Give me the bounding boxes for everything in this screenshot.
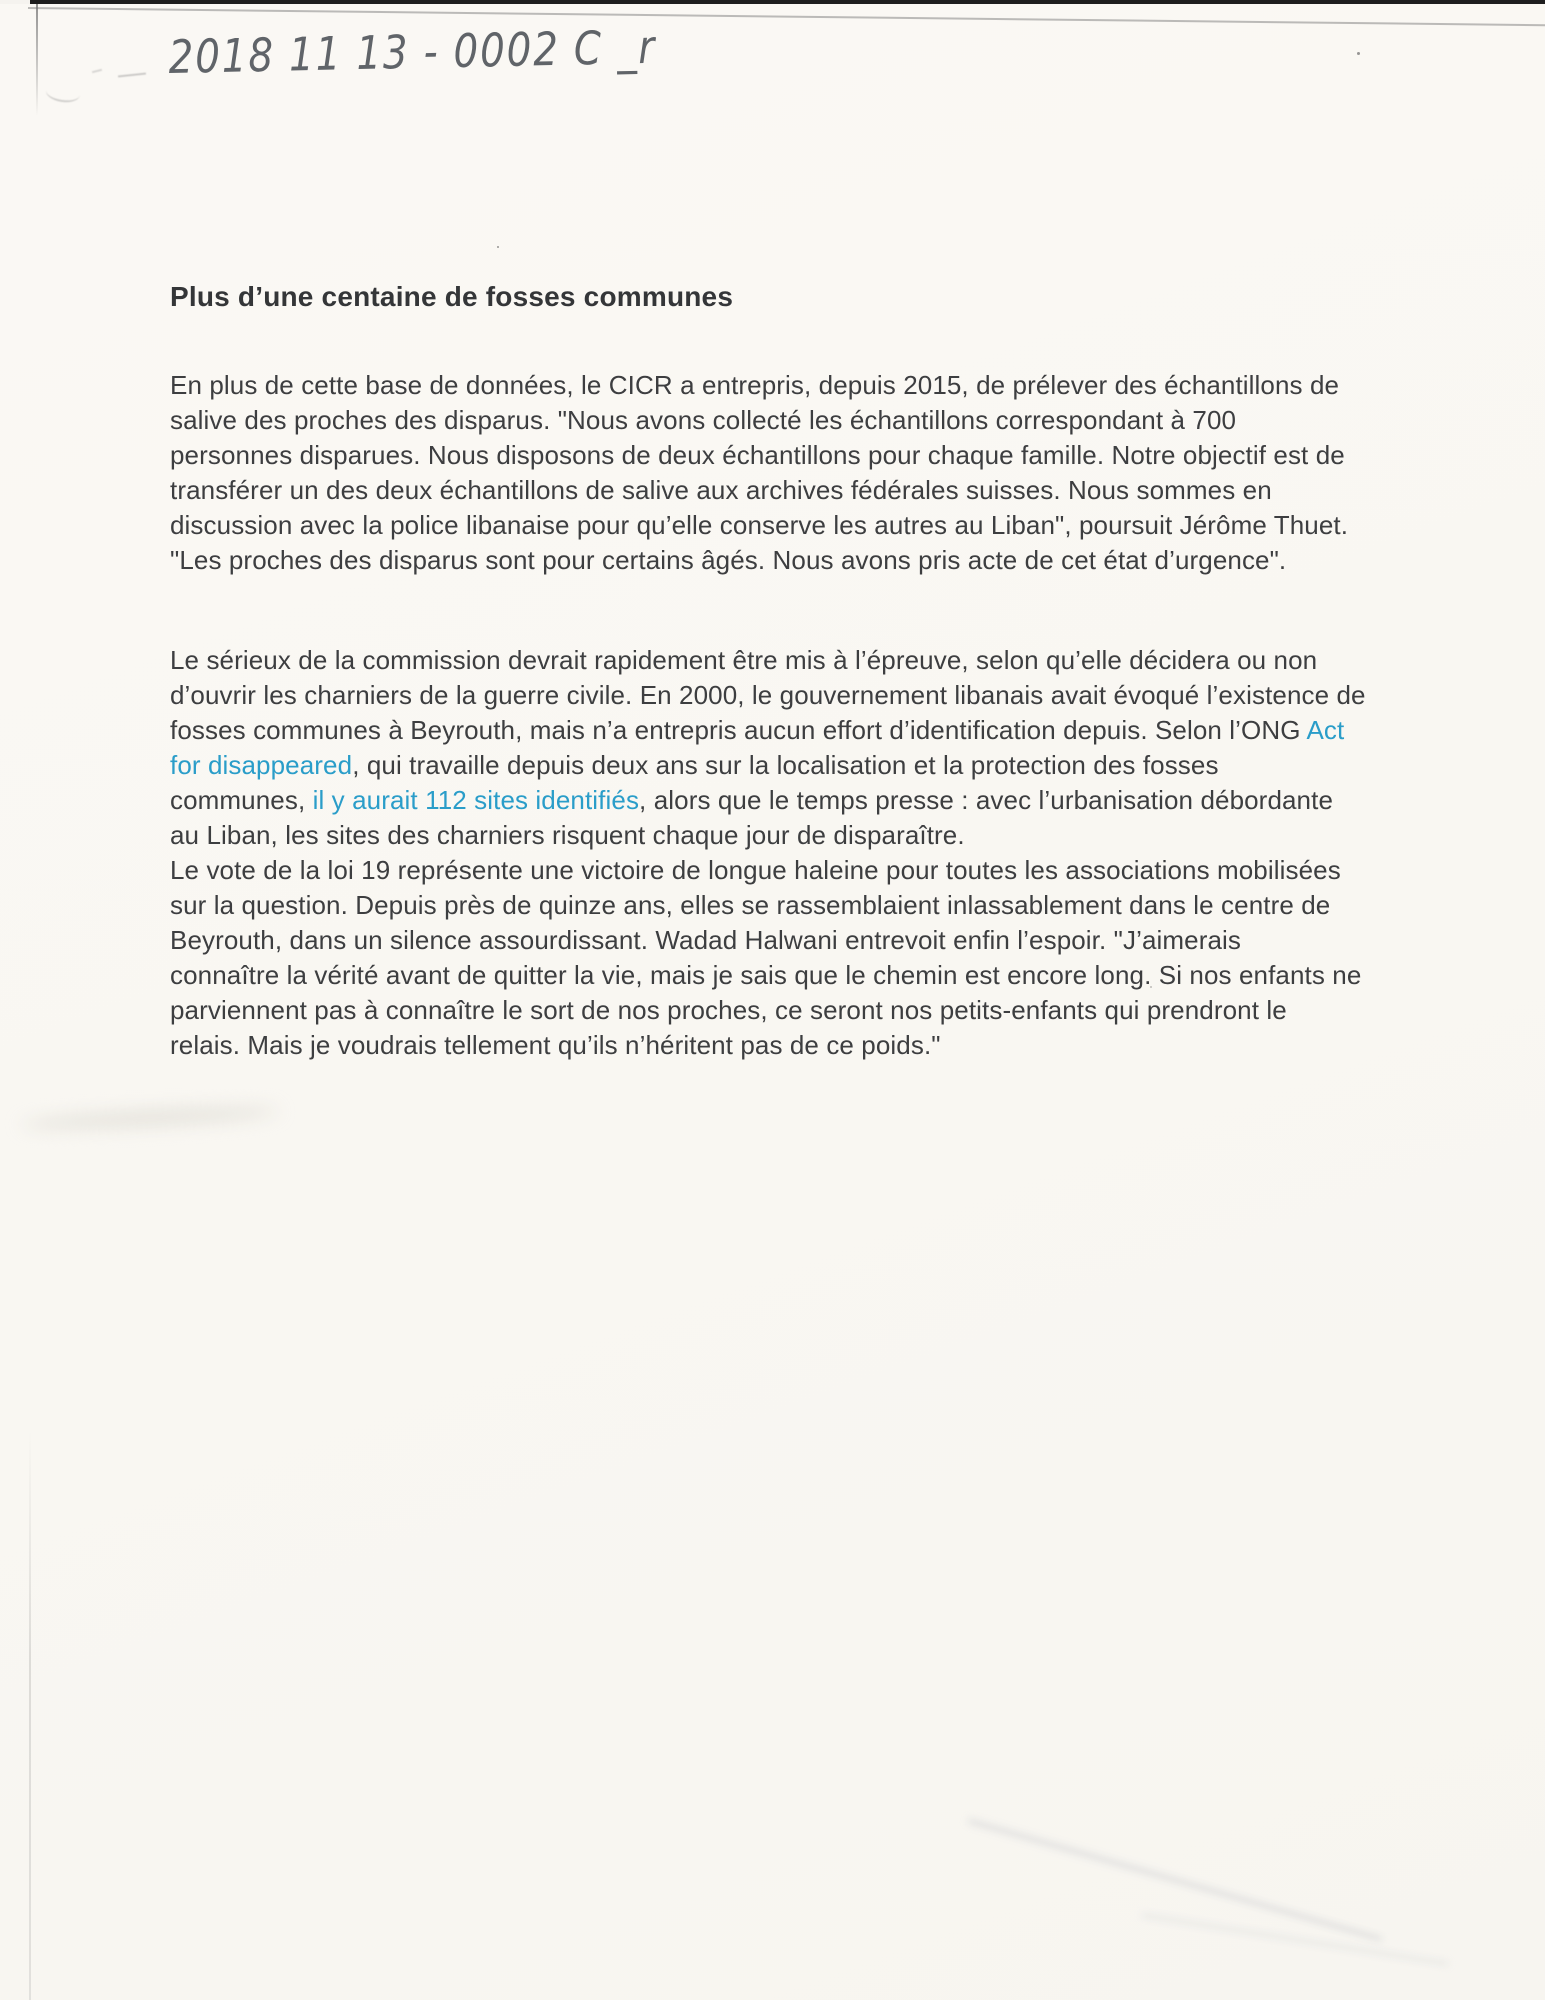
pencil-smudge	[118, 73, 146, 78]
scan-speck	[1357, 52, 1360, 55]
pencil-smudge	[92, 69, 102, 73]
text-segment: salive des proches des disparus. "Nous avons collecté les échantillons correspondant à 700	[170, 405, 1237, 435]
text-line	[170, 818, 1435, 853]
paper-edge-left-bottom	[29, 1430, 31, 2000]
text-segment: communes,	[170, 785, 313, 815]
text-segment: En plus de cette base de données, le CICR a entrepris, depuis 2015, de prélever des échantillons de	[170, 370, 1340, 400]
text-line	[170, 748, 1435, 783]
paragraph-commission	[170, 643, 1435, 1063]
text-line	[170, 923, 1435, 958]
text-line	[170, 508, 1435, 543]
text-line	[170, 1028, 1435, 1063]
paragraph-echantillons	[170, 368, 1435, 578]
link-112-sites-identifies[interactable]: il y aurait 112 sites identifiés	[312, 785, 640, 815]
text-line	[170, 473, 1435, 508]
text-segment: , qui travaille depuis deux ans sur la localisation et la protection des fosses	[352, 750, 1219, 780]
pencil-smudge	[45, 82, 81, 105]
text-segment: relais. Mais je voudrais tellement qu’ils n’héritent pas de ce poids."	[170, 1030, 941, 1060]
text-segment: parviennent pas à connaître le sort de nos proches, ce seront nos petits-enfants qui prendront le	[170, 995, 1287, 1025]
text-segment: Beyrouth, dans un silence assourdissant. Wadad Halwani entrevoit enfin l’espoir. "J’aimerais	[170, 925, 1242, 955]
scan-edge-top-corner	[0, 0, 30, 4]
text-line	[170, 783, 1435, 818]
text-segment: Le sérieux de la commission devrait rapidement être mis à l’épreuve, selon qu’elle décidera ou non	[170, 645, 1318, 675]
text-line	[170, 713, 1435, 748]
paper-crease	[1142, 1914, 1449, 1965]
text-line	[170, 403, 1435, 438]
text-line	[170, 543, 1435, 578]
text-segment: personnes disparues. Nous disposons de deux échantillons pour chaque famille. Notre objectif est de	[170, 440, 1345, 470]
text-segment: Le vote de la loi 19 représente une victoire de longue haleine pour toutes les associations mobilisées	[170, 855, 1341, 885]
text-line	[170, 643, 1435, 678]
text-segment: connaître la vérité avant de quitter la vie, mais je sais que le chemin est encore long. Si nos enfants ne	[170, 960, 1362, 990]
text-segment: d’ouvrir les charniers de la guerre civile. En 2000, le gouvernement libanais avait évoqué l’existence de	[170, 680, 1366, 710]
paper-edge-left	[36, 4, 38, 116]
scan-speck	[497, 246, 499, 248]
text-segment: , alors que le temps presse : avec l’urbanisation débordante	[639, 785, 1334, 815]
link-act-for-disappeared[interactable]: Act	[1306, 715, 1345, 745]
link-act-for-disappeared[interactable]: for disappeared	[170, 750, 353, 780]
text-line	[170, 993, 1435, 1028]
paper-crease	[20, 1103, 280, 1133]
text-segment: sur la question. Depuis près de quinze ans, elles se rassemblaient inlassablement dans le centre de	[170, 890, 1331, 920]
paper-crease	[968, 1819, 1382, 1941]
text-segment: fosses communes à Beyrouth, mais n’a entrepris aucun effort d’identification depuis. Selon l’ONG	[170, 715, 1307, 745]
text-segment: transférer un des deux échantillons de salive aux archives fédérales suisses. Nous sommes en	[170, 475, 1272, 505]
text-line	[170, 853, 1435, 888]
paper-edge-line	[28, 7, 1545, 26]
document-heading: Plus d’une centaine de fosses communes	[170, 281, 734, 312]
text-line	[170, 958, 1435, 993]
text-line	[170, 368, 1435, 403]
text-segment: "Les proches des disparus sont pour certains âgés. Nous avons pris acte de cet état d’urgence".	[170, 545, 1287, 575]
scan-edge-top	[28, 0, 1545, 4]
text-line	[170, 438, 1435, 473]
text-line	[170, 678, 1435, 713]
handwritten-date-annotation: 2018 11 13 - 0002 C _r	[168, 19, 657, 84]
text-segment: au Liban, les sites des charniers risquent chaque jour de disparaître.	[170, 820, 965, 850]
text-line	[170, 888, 1435, 923]
text-segment: discussion avec la police libanaise pour qu’elle conserve les autres au Liban", poursuit Jérôme Thuet.	[170, 510, 1349, 540]
